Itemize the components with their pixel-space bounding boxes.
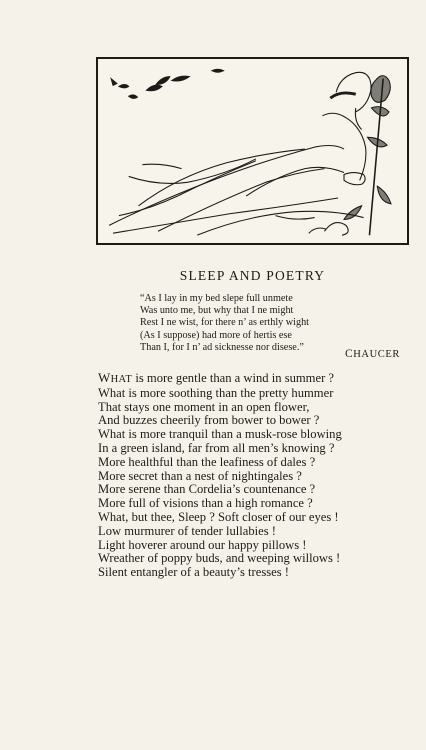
poem-line: More full of visions than a high romance ? — [98, 496, 313, 511]
figure — [109, 72, 391, 235]
poem-line: What, but thee, Sleep ? Soft closer of our eyes ! — [98, 509, 339, 524]
poem-line: Wreather of poppy buds, and weeping willows ! — [98, 551, 341, 566]
first-word-rest: HAT — [110, 374, 133, 385]
epigraph — [140, 293, 309, 354]
poem-line: Light hoverer around our happy pillows ! — [98, 537, 307, 552]
poem-line — [98, 371, 342, 387]
poem-line: More healthful than the leafiness of dales ? — [98, 454, 316, 469]
attribution-rest: HAUCER — [353, 349, 400, 360]
first-word-initial: W — [98, 370, 111, 385]
attribution-initial: C — [344, 348, 354, 360]
poem-line: In a green island, far from all men’s knowing ? — [98, 440, 335, 455]
illustration-frame — [96, 57, 409, 245]
epigraph-line: Rest I ne wist, for there n’ as erthly wight — [140, 317, 309, 329]
birds-motif — [111, 69, 224, 98]
poem-line: Low murmurer of tender lullabies ! — [98, 523, 277, 538]
poem-line: More serene than Cordelia’s countenance ? — [98, 482, 316, 497]
epigraph-line: “As I lay in my bed slepe full unmete — [140, 293, 293, 304]
epigraph-line: (As I suppose) had more of hertis ese — [140, 329, 292, 341]
poem-title: SLEEP AND POETRY — [179, 268, 326, 283]
epigraph-attribution — [345, 348, 400, 360]
reclining-woman-illustration — [98, 59, 407, 243]
poem-line: And buzzes cheerily from bower to bower ? — [98, 413, 320, 428]
poem-line: What is more tranquil than a musk-rose blowing — [98, 427, 342, 442]
epigraph-line: Than I, for I n’ ad sicknesse nor disese.” — [140, 341, 304, 353]
poem-line: What is more soothing than the pretty hummer — [98, 385, 334, 400]
epigraph-line: Was unto me, but why that I ne might — [140, 305, 294, 317]
poem-line: More secret than a nest of nightingales ? — [98, 468, 302, 483]
poem-line: That stays one moment in an open flower, — [98, 399, 310, 414]
first-line-rest: is more gentle than a wind in summer ? — [132, 371, 335, 385]
poem-body — [98, 371, 342, 580]
poem-line: Silent entangler of a beauty’s tresses ! — [98, 565, 289, 580]
